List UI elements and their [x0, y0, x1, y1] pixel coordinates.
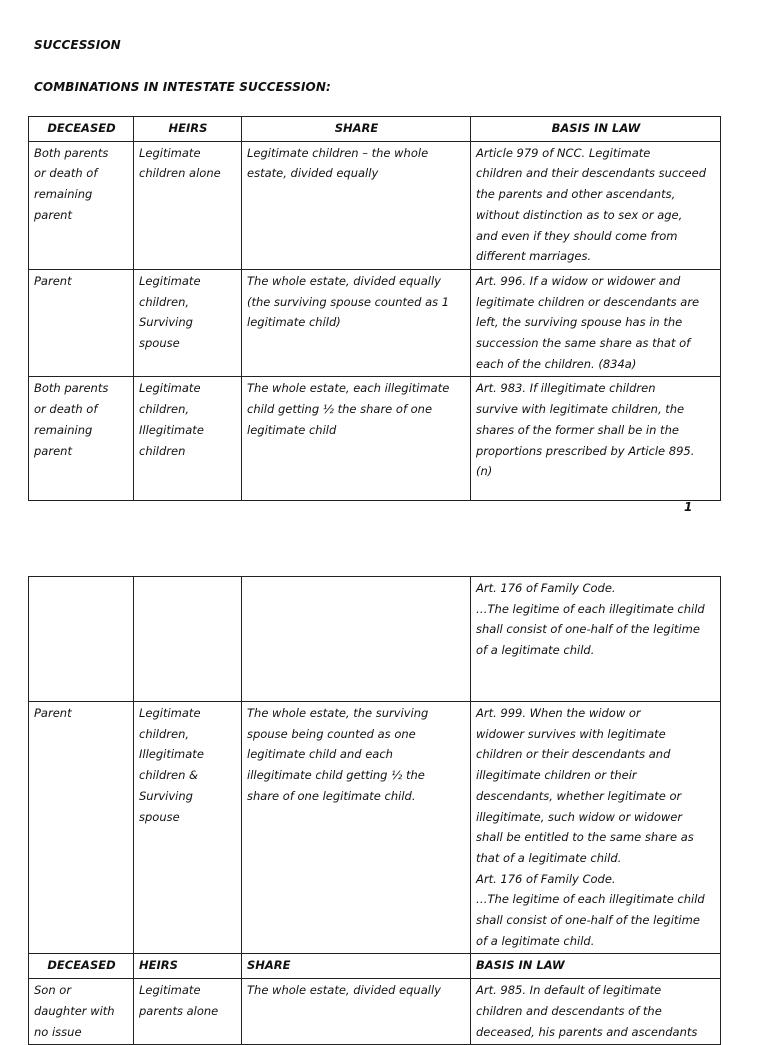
table-header-row: [29, 954, 721, 979]
header-heirs: HEIRS: [134, 117, 242, 142]
cell-heirs: Legitimate children alone: [134, 141, 242, 269]
table-row: [29, 269, 721, 377]
cell-basis: Article 979 of NCC. Legitimate children and their descendants succeed the parents and other ascendants, without distinction as to sex or age, and even if they should come from different marriages.: [471, 141, 721, 269]
table-row: [29, 979, 721, 1045]
cell-share: The whole estate, the surviving spouse being counted as one legitimate child and each illegitimate child getting ½ the share of one legitimate child.: [242, 702, 471, 954]
header-deceased: DECEASED: [29, 954, 134, 979]
cell-basis: Art. 999. When the widow or widower survives with legitimate children or their descendants and illegitimate children or their descendants, whether legitimate or illegitimate, such widow or widower shall be entitled to the same share as that of a legitimate child. Art. 176 of Family Code. …The legitime of each illegitimate child shall consist of one-half of the legitime of a legitimate child.: [471, 702, 721, 954]
document-title: SUCCESSION: [34, 38, 121, 52]
cell-heirs: Legitimate children, Illegitimate children & Surviving spouse: [134, 702, 242, 954]
table-row: [29, 377, 721, 501]
succession-table-page-2: [28, 576, 721, 1045]
cell-deceased: Parent: [29, 269, 134, 377]
cell-heirs: Legitimate children, Surviving spouse: [134, 269, 242, 377]
table-row: [29, 141, 721, 269]
cell-basis: Art. 176 of Family Code. …The legitime of each illegitimate child shall consist of one-half of the legitime of a legitimate child.: [471, 577, 721, 702]
cell-share: The whole estate, divided equally: [242, 979, 471, 1045]
header-deceased: DECEASED: [29, 117, 134, 142]
cell-heirs-empty: [134, 577, 242, 702]
header-basis-in-law: BASIS IN LAW: [471, 117, 721, 142]
page-number: 1: [684, 500, 693, 514]
table-header-row: [29, 117, 721, 142]
cell-share: Legitimate children – the whole estate, divided equally: [242, 141, 471, 269]
cell-deceased: Son or daughter with no issue: [29, 979, 134, 1045]
cell-basis: Art. 983. If illegitimate children survive with legitimate children, the shares of the former shall be in the proportions prescribed by Article 895. (n): [471, 377, 721, 501]
cell-heirs: Legitimate parents alone: [134, 979, 242, 1045]
cell-deceased-empty: [29, 577, 134, 702]
cell-deceased: Parent: [29, 702, 134, 954]
header-share: SHARE: [242, 954, 471, 979]
cell-deceased: Both parents or death of remaining parent: [29, 141, 134, 269]
table-row: [29, 702, 721, 954]
document-subtitle: COMBINATIONS IN INTESTATE SUCCESSION:: [34, 80, 331, 94]
cell-share-empty: [242, 577, 471, 702]
header-basis-in-law: BASIS IN LAW: [471, 954, 721, 979]
cell-deceased: Both parents or death of remaining parent: [29, 377, 134, 501]
succession-table-page-1: [28, 116, 721, 501]
cell-share: The whole estate, divided equally (the surviving spouse counted as 1 legitimate child): [242, 269, 471, 377]
header-heirs: HEIRS: [134, 954, 242, 979]
cell-basis: Art. 996. If a widow or widower and legitimate children or descendants are left, the surviving spouse has in the succession the same share as that of each of the children. (834a): [471, 269, 721, 377]
cell-share: The whole estate, each illegitimate child getting ½ the share of one legitimate child: [242, 377, 471, 501]
cell-basis: Art. 985. In default of legitimate children and descendants of the deceased, his parents and ascendants: [471, 979, 721, 1045]
header-share: SHARE: [242, 117, 471, 142]
table-row-continuation: [29, 577, 721, 702]
cell-heirs: Legitimate children, Illegitimate children: [134, 377, 242, 501]
